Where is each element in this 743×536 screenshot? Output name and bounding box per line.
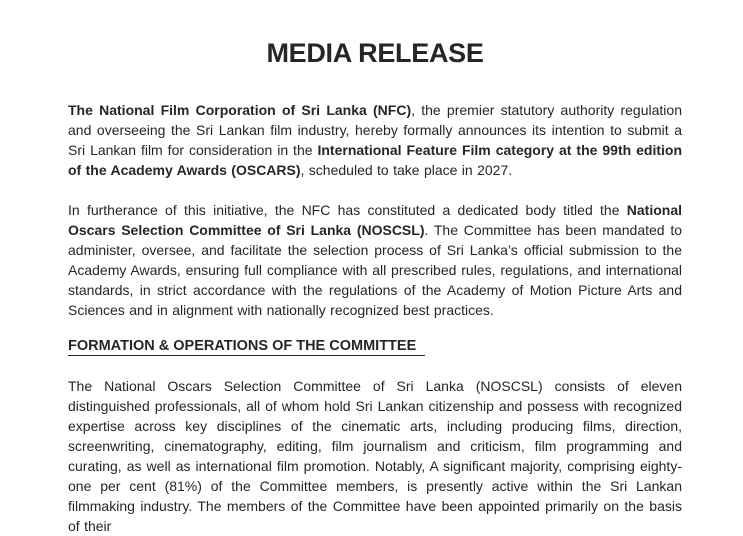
text-run: The National Oscars Selection Committee of Sri Lanka (NOSCSL) consists of eleven distinguished professionals, all of whom hold Sri Lankan citizenship and possess with recognized expertise across key disciplines of the cinematic arts, including producing films, direction, screenwriting, cinematography, editing, film journalism and criticism, film programming and curating, as well as international film promotion. Notably, A significant majority, comprising eighty-one per cent (81%) of the Committee members, is presently active within the Sri Lankan filmmaking industry. The members of the Committee have been appointed primarily on the basis of their [68, 378, 682, 534]
text-run: , scheduled to take place in 2027. [300, 162, 513, 178]
section-heading-text: FORMATION & OPERATIONS OF THE COMMITTEE [68, 338, 425, 356]
section-heading-formation [68, 336, 682, 356]
bold-run-noscsl: National Oscars Selection Committee of Sri Lanka (NOSCSL) [68, 202, 682, 238]
formation-paragraph [68, 376, 682, 536]
text-run: , the premier statutory authority regulation and overseeing the Sri Lankan film industry, hereby formally announces its intention to submit a Sri Lankan film for consideration in the [68, 102, 682, 158]
bold-run-nfc: The National Film Corporation of Sri Lanka (NFC) [68, 102, 412, 118]
intro-paragraph [68, 100, 682, 180]
text-run: In furtherance of this initiative, the NFC has constituted a dedicated body titled the [68, 202, 627, 218]
committee-paragraph [68, 200, 682, 320]
text-run: . The Committee has been mandated to administer, oversee, and facilitate the selection process of Sri Lanka’s official submission to the Academy Awards, ensuring full compliance with all prescribed rules, regulations, and international standards, in strict accordance with the regulations of the Academy of Motion Picture Arts and Sciences and in alignment with nationally recognized best practices. [68, 222, 682, 318]
bold-run-oscars-category: International Feature Film category at the 99th edition of the Academy Awards (OSCARS) [68, 142, 683, 178]
document-title: MEDIA RELEASE [266, 38, 484, 68]
